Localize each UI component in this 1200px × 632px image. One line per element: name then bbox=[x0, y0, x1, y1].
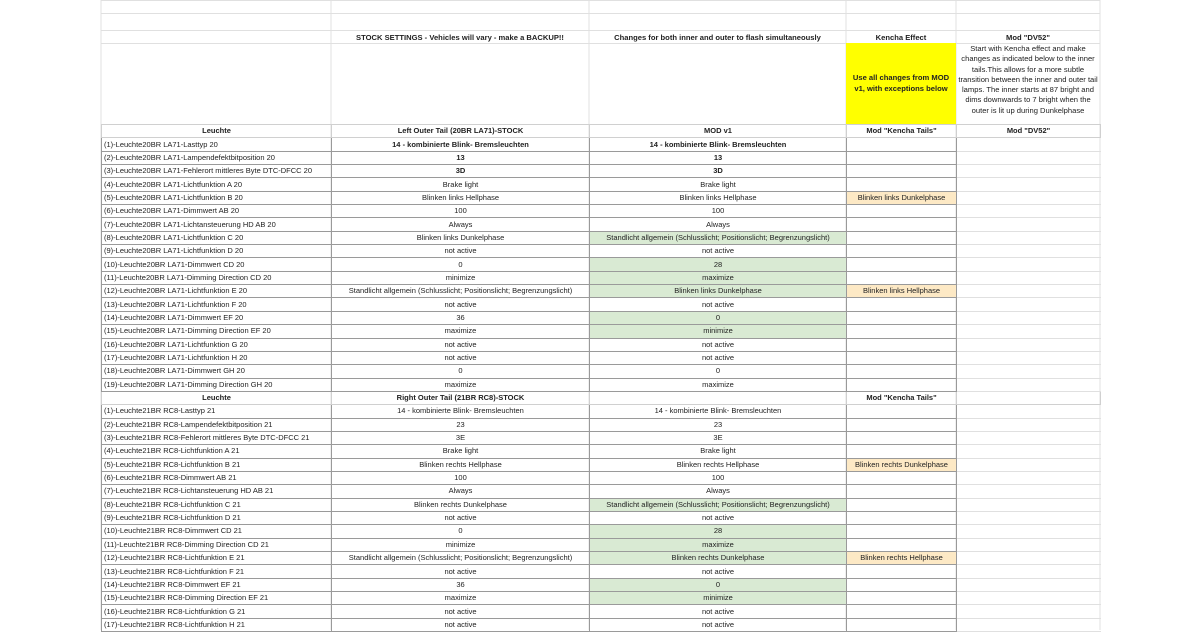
value-cell[interactable]: Standlicht allgemein (Schlusslicht; Positionslicht; Begrenzungslicht) bbox=[332, 285, 590, 298]
table-row bbox=[102, 231, 1101, 244]
table-row bbox=[102, 338, 1101, 351]
empty-cell[interactable] bbox=[957, 365, 1101, 378]
empty-cell[interactable] bbox=[957, 538, 1101, 551]
value-cell[interactable]: 0 bbox=[332, 525, 590, 538]
value-cell[interactable]: 13 bbox=[590, 151, 847, 164]
value-cell[interactable]: maximize bbox=[590, 378, 847, 391]
table-row bbox=[102, 592, 1101, 605]
value-cell[interactable] bbox=[847, 471, 957, 484]
value-cell[interactable] bbox=[847, 445, 957, 458]
row-label-cell[interactable]: (19)-Leuchte20BR LA71-Dimming Direction GH 20 bbox=[102, 378, 332, 391]
value-cell[interactable]: Blinken rechts Hellphase bbox=[847, 552, 957, 565]
section-header-cell[interactable]: MOD v1 bbox=[590, 125, 847, 138]
empty-cell[interactable] bbox=[957, 325, 1101, 338]
value-cell[interactable]: Blinken links Dunkelphase bbox=[847, 191, 957, 204]
row-label-cell[interactable]: (2)-Leuchte21BR RC8-Lampendefektbitposition 21 bbox=[102, 418, 332, 431]
row-label-cell[interactable]: (14)-Leuchte21BR RC8-Dimmwert EF 21 bbox=[102, 578, 332, 591]
value-cell[interactable]: 14 - kombinierte Blink- Bremsleuchten bbox=[332, 138, 590, 151]
value-cell[interactable] bbox=[847, 271, 957, 284]
empty-cell[interactable] bbox=[957, 445, 1101, 458]
value-cell[interactable] bbox=[847, 218, 957, 231]
row-label-cell[interactable]: (13)-Leuchte21BR RC8-Lichtfunktion F 21 bbox=[102, 565, 332, 578]
value-cell[interactable]: not active bbox=[590, 245, 847, 258]
table-row bbox=[102, 178, 1101, 191]
row-label-cell[interactable]: (1)-Leuchte21BR RC8-Lasttyp 21 bbox=[102, 405, 332, 418]
empty-cell[interactable] bbox=[957, 418, 1101, 431]
section-header-cell[interactable]: Leuchte bbox=[102, 391, 332, 404]
value-cell[interactable]: 3E bbox=[590, 431, 847, 444]
value-cell[interactable] bbox=[847, 378, 957, 391]
empty-cell[interactable] bbox=[957, 298, 1101, 311]
value-cell[interactable]: 36 bbox=[332, 578, 590, 591]
empty-cell[interactable] bbox=[957, 471, 1101, 484]
value-cell[interactable]: 14 - kombinierte Blink- Bremsleuchten bbox=[590, 405, 847, 418]
value-cell[interactable]: maximize bbox=[590, 538, 847, 551]
row-label-cell[interactable]: (8)-Leuchte20BR LA71-Lichtfunktion C 20 bbox=[102, 231, 332, 244]
section-header-cell[interactable]: Right Outer Tail (21BR RC8)-STOCK bbox=[332, 391, 590, 404]
section-header-cell[interactable] bbox=[590, 391, 847, 404]
value-cell[interactable]: not active bbox=[590, 298, 847, 311]
row-label-cell[interactable]: (8)-Leuchte21BR RC8-Lichtfunktion C 21 bbox=[102, 498, 332, 511]
value-cell[interactable]: 23 bbox=[332, 418, 590, 431]
value-cell[interactable] bbox=[847, 565, 957, 578]
table-row bbox=[102, 525, 1101, 538]
value-cell[interactable]: 100 bbox=[332, 205, 590, 218]
section-header-row bbox=[102, 391, 1101, 404]
value-cell[interactable] bbox=[847, 178, 957, 191]
value-cell[interactable]: Brake light bbox=[332, 445, 590, 458]
value-cell[interactable] bbox=[847, 538, 957, 551]
header-kencha-effect: Kencha Effect bbox=[875, 33, 927, 42]
section-header-cell[interactable]: Mod "Kencha Tails" bbox=[847, 125, 957, 138]
value-cell[interactable]: Standlicht allgemein (Schlusslicht; Positionslicht; Begrenzungslicht) bbox=[590, 498, 847, 511]
value-cell[interactable]: Standlicht allgemein (Schlusslicht; Positionslicht; Begrenzungslicht) bbox=[332, 552, 590, 565]
section-header-cell[interactable] bbox=[957, 391, 1101, 404]
row-label-cell[interactable]: (7)-Leuchte20BR LA71-Lichtansteuerung HD AB 20 bbox=[102, 218, 332, 231]
value-cell[interactable]: not active bbox=[590, 511, 847, 524]
table-row bbox=[102, 151, 1101, 164]
value-cell[interactable]: 23 bbox=[590, 418, 847, 431]
row-label-cell[interactable]: (14)-Leuchte20BR LA71-Dimmwert EF 20 bbox=[102, 311, 332, 324]
table-row bbox=[102, 565, 1101, 578]
table-row bbox=[102, 258, 1101, 271]
empty-cell[interactable] bbox=[957, 458, 1101, 471]
value-cell[interactable]: Blinken links Hellphase bbox=[332, 191, 590, 204]
value-cell[interactable] bbox=[847, 351, 957, 364]
table-row bbox=[102, 311, 1101, 324]
section-header-cell[interactable]: Leuchte bbox=[102, 125, 332, 138]
table-row bbox=[102, 191, 1101, 204]
row-label-cell[interactable]: (16)-Leuchte21BR RC8-Lichtfunktion G 21 bbox=[102, 605, 332, 618]
value-cell[interactable]: not active bbox=[590, 565, 847, 578]
value-cell[interactable] bbox=[847, 165, 957, 178]
value-cell[interactable] bbox=[847, 498, 957, 511]
row-label-cell[interactable]: (4)-Leuchte20BR LA71-Lichtfunktion A 20 bbox=[102, 178, 332, 191]
table-row bbox=[102, 498, 1101, 511]
empty-cell[interactable] bbox=[957, 565, 1101, 578]
empty-cell[interactable] bbox=[957, 511, 1101, 524]
value-cell[interactable]: Always bbox=[590, 485, 847, 498]
value-cell[interactable] bbox=[847, 578, 957, 591]
value-cell[interactable] bbox=[847, 365, 957, 378]
value-cell[interactable] bbox=[847, 592, 957, 605]
empty-cell[interactable] bbox=[957, 592, 1101, 605]
row-label-cell[interactable]: (17)-Leuchte21BR RC8-Lichtfunktion H 21 bbox=[102, 618, 332, 631]
table-row bbox=[102, 552, 1101, 565]
value-cell[interactable]: maximize bbox=[332, 592, 590, 605]
value-cell[interactable]: 3D bbox=[590, 165, 847, 178]
row-label-cell[interactable]: (4)-Leuchte21BR RC8-Lichtfunktion A 21 bbox=[102, 445, 332, 458]
row-label-cell[interactable]: (12)-Leuchte20BR LA71-Lichtfunktion E 20 bbox=[102, 285, 332, 298]
row-label-cell[interactable]: (7)-Leuchte21BR RC8-Lichtansteuerung HD AB 21 bbox=[102, 485, 332, 498]
value-cell[interactable]: not active bbox=[590, 605, 847, 618]
table-row bbox=[102, 538, 1101, 551]
yellow-note-text: Use all changes from MOD v1, with exceptions below bbox=[852, 73, 950, 93]
row-label-cell[interactable]: (1)-Leuchte20BR LA71-Lasttyp 20 bbox=[102, 138, 332, 151]
value-cell[interactable]: not active bbox=[332, 351, 590, 364]
row-label-cell[interactable]: (15)-Leuchte20BR LA71-Dimming Direction EF 20 bbox=[102, 325, 332, 338]
table-row bbox=[102, 405, 1101, 418]
value-cell[interactable] bbox=[847, 245, 957, 258]
value-cell[interactable]: Standlicht allgemein (Schlusslicht; Positionslicht; Begrenzungslicht) bbox=[590, 231, 847, 244]
value-cell[interactable] bbox=[847, 485, 957, 498]
value-cell[interactable] bbox=[847, 605, 957, 618]
row-label-cell[interactable]: (10)-Leuchte21BR RC8-Dimmwert CD 21 bbox=[102, 525, 332, 538]
empty-cell[interactable] bbox=[957, 338, 1101, 351]
empty-cell[interactable] bbox=[957, 258, 1101, 271]
value-cell[interactable]: Blinken links Hellphase bbox=[590, 191, 847, 204]
value-cell[interactable]: 0 bbox=[590, 311, 847, 324]
row-label-cell[interactable]: (13)-Leuchte20BR LA71-Lichtfunktion F 20 bbox=[102, 298, 332, 311]
value-cell[interactable]: 100 bbox=[332, 471, 590, 484]
value-cell[interactable] bbox=[847, 205, 957, 218]
row-label-cell[interactable]: (16)-Leuchte20BR LA71-Lichtfunktion G 20 bbox=[102, 338, 332, 351]
table-row bbox=[102, 445, 1101, 458]
value-cell[interactable]: Brake light bbox=[590, 178, 847, 191]
table-row bbox=[102, 511, 1101, 524]
empty-cell[interactable] bbox=[957, 205, 1101, 218]
value-cell[interactable] bbox=[847, 418, 957, 431]
table-row bbox=[102, 418, 1101, 431]
empty-cell[interactable] bbox=[957, 231, 1101, 244]
value-cell[interactable] bbox=[847, 138, 957, 151]
empty-cell[interactable] bbox=[957, 351, 1101, 364]
empty-cell[interactable] bbox=[957, 191, 1101, 204]
value-cell[interactable]: 28 bbox=[590, 258, 847, 271]
value-cell[interactable] bbox=[847, 431, 957, 444]
empty-cell[interactable] bbox=[957, 218, 1101, 231]
value-cell[interactable]: not active bbox=[332, 605, 590, 618]
row-label-cell[interactable]: (6)-Leuchte20BR LA71-Dimmwert AB 20 bbox=[102, 205, 332, 218]
table-row bbox=[102, 271, 1101, 284]
value-cell[interactable]: 14 - kombinierte Blink- Bremsleuchten bbox=[590, 138, 847, 151]
value-cell[interactable]: Always bbox=[332, 218, 590, 231]
value-cell[interactable]: Blinken rechts Dunkelphase bbox=[847, 458, 957, 471]
value-cell[interactable]: minimize bbox=[332, 271, 590, 284]
table-row bbox=[102, 431, 1101, 444]
value-cell[interactable]: 13 bbox=[332, 151, 590, 164]
empty-cell[interactable] bbox=[957, 311, 1101, 324]
empty-cell[interactable] bbox=[957, 578, 1101, 591]
value-cell[interactable]: Blinken rechts Dunkelphase bbox=[332, 498, 590, 511]
value-cell[interactable]: Brake light bbox=[332, 178, 590, 191]
value-cell[interactable] bbox=[847, 311, 957, 324]
header-mod-dv52: Mod "DV52" bbox=[1006, 33, 1050, 42]
empty-cell[interactable] bbox=[957, 405, 1101, 418]
header-changes: Changes for both inner and outer to flash simultaneously bbox=[614, 33, 821, 42]
value-cell[interactable]: 28 bbox=[590, 525, 847, 538]
value-cell[interactable] bbox=[847, 338, 957, 351]
settings-table bbox=[101, 124, 1101, 632]
empty-cell[interactable] bbox=[957, 151, 1101, 164]
value-cell[interactable]: 3D bbox=[332, 165, 590, 178]
value-cell[interactable]: Brake light bbox=[590, 445, 847, 458]
row-label-cell[interactable]: (10)-Leuchte20BR LA71-Dimmwert CD 20 bbox=[102, 258, 332, 271]
row-label-cell[interactable]: (12)-Leuchte21BR RC8-Lichtfunktion E 21 bbox=[102, 552, 332, 565]
value-cell[interactable]: Blinken rechts Dunkelphase bbox=[590, 552, 847, 565]
table-row bbox=[102, 245, 1101, 258]
value-cell[interactable]: not active bbox=[590, 618, 847, 631]
section-header-cell[interactable]: Mod "DV52" bbox=[957, 125, 1101, 138]
value-cell[interactable] bbox=[847, 325, 957, 338]
value-cell[interactable]: Always bbox=[332, 485, 590, 498]
table-row bbox=[102, 138, 1101, 151]
row-label-cell[interactable]: (15)-Leuchte21BR RC8-Dimming Direction EF 21 bbox=[102, 592, 332, 605]
value-cell[interactable]: 100 bbox=[590, 205, 847, 218]
row-label-cell[interactable]: (9)-Leuchte20BR LA71-Lichtfunktion D 20 bbox=[102, 245, 332, 258]
section-header-cell[interactable]: Left Outer Tail (20BR LA71)-STOCK bbox=[332, 125, 590, 138]
section-header-row bbox=[102, 125, 1101, 138]
row-label-cell[interactable]: (5)-Leuchte20BR LA71-Lichtfunktion B 20 bbox=[102, 191, 332, 204]
value-cell[interactable]: Blinken links Dunkelphase bbox=[590, 285, 847, 298]
value-cell[interactable]: minimize bbox=[590, 325, 847, 338]
value-cell[interactable]: not active bbox=[332, 565, 590, 578]
table-row bbox=[102, 218, 1101, 231]
value-cell[interactable]: not active bbox=[590, 338, 847, 351]
table-row bbox=[102, 205, 1101, 218]
empty-cell[interactable] bbox=[957, 605, 1101, 618]
value-cell[interactable]: not active bbox=[590, 351, 847, 364]
value-cell[interactable] bbox=[847, 511, 957, 524]
empty-cell[interactable] bbox=[957, 431, 1101, 444]
value-cell[interactable]: 0 bbox=[332, 258, 590, 271]
dv52-note[interactable]: Start with Kencha effect and make changes as indicated below to the inner tails.This allows for a more subtle transition between the inner and outer tail lamps. The inner starts at 87 bright and dims downwards to 7 bright when the outer is lit up during Dunkelphase bbox=[958, 44, 1098, 115]
row-label-cell[interactable]: (6)-Leuchte21BR RC8-Dimmwert AB 21 bbox=[102, 471, 332, 484]
value-cell[interactable]: Blinken rechts Hellphase bbox=[332, 458, 590, 471]
header-stock-settings: STOCK SETTINGS - Vehicles will vary - make a BACKUP!! bbox=[356, 33, 564, 42]
value-cell[interactable] bbox=[847, 258, 957, 271]
value-cell[interactable]: Blinken rechts Hellphase bbox=[590, 458, 847, 471]
row-label-cell[interactable]: (9)-Leuchte21BR RC8-Lichtfunktion D 21 bbox=[102, 511, 332, 524]
value-cell[interactable] bbox=[847, 151, 957, 164]
value-cell[interactable] bbox=[847, 298, 957, 311]
value-cell[interactable]: maximize bbox=[590, 271, 847, 284]
empty-cell[interactable] bbox=[957, 552, 1101, 565]
row-label-cell[interactable]: (18)-Leuchte20BR LA71-Dimmwert GH 20 bbox=[102, 365, 332, 378]
table-row bbox=[102, 578, 1101, 591]
empty-cell[interactable] bbox=[957, 178, 1101, 191]
value-cell[interactable] bbox=[847, 525, 957, 538]
value-cell[interactable]: 36 bbox=[332, 311, 590, 324]
row-label-cell[interactable]: (17)-Leuchte20BR LA71-Lichtfunktion H 20 bbox=[102, 351, 332, 364]
table-row bbox=[102, 458, 1101, 471]
value-cell[interactable]: not active bbox=[332, 338, 590, 351]
value-cell[interactable]: 0 bbox=[590, 365, 847, 378]
value-cell[interactable]: 100 bbox=[590, 471, 847, 484]
empty-cell[interactable] bbox=[957, 245, 1101, 258]
value-cell[interactable]: 0 bbox=[590, 578, 847, 591]
table-row bbox=[102, 485, 1101, 498]
value-cell[interactable]: not active bbox=[332, 618, 590, 631]
value-cell[interactable] bbox=[847, 405, 957, 418]
value-cell[interactable]: 14 - kombinierte Blink- Bremsleuchten bbox=[332, 405, 590, 418]
value-cell[interactable]: minimize bbox=[590, 592, 847, 605]
empty-cell[interactable] bbox=[957, 525, 1101, 538]
empty-cell[interactable] bbox=[957, 498, 1101, 511]
value-cell[interactable]: Blinken links Dunkelphase bbox=[332, 231, 590, 244]
table-row bbox=[102, 378, 1101, 391]
value-cell[interactable]: not active bbox=[332, 511, 590, 524]
table-row bbox=[102, 165, 1101, 178]
value-cell[interactable]: 3E bbox=[332, 431, 590, 444]
row-label-cell[interactable]: (11)-Leuchte20BR LA71-Dimming Direction CD 20 bbox=[102, 271, 332, 284]
value-cell[interactable]: 0 bbox=[332, 365, 590, 378]
value-cell[interactable] bbox=[847, 231, 957, 244]
table-row bbox=[102, 351, 1101, 364]
value-cell[interactable]: not active bbox=[332, 298, 590, 311]
empty-cell[interactable] bbox=[957, 165, 1101, 178]
table-row bbox=[102, 605, 1101, 618]
empty-cell[interactable] bbox=[957, 285, 1101, 298]
value-cell[interactable]: Blinken links Hellphase bbox=[847, 285, 957, 298]
table-row bbox=[102, 325, 1101, 338]
table-row bbox=[102, 365, 1101, 378]
row-label-cell[interactable]: (5)-Leuchte21BR RC8-Lichtfunktion B 21 bbox=[102, 458, 332, 471]
value-cell[interactable]: maximize bbox=[332, 325, 590, 338]
empty-cell[interactable] bbox=[957, 378, 1101, 391]
section-header-cell[interactable]: Mod "Kencha Tails" bbox=[847, 391, 957, 404]
value-cell[interactable]: maximize bbox=[332, 378, 590, 391]
empty-cell[interactable] bbox=[957, 138, 1101, 151]
table-row bbox=[102, 471, 1101, 484]
row-label-cell[interactable]: (11)-Leuchte21BR RC8-Dimming Direction CD 21 bbox=[102, 538, 332, 551]
value-cell[interactable]: not active bbox=[332, 245, 590, 258]
empty-cell[interactable] bbox=[957, 485, 1101, 498]
row-label-cell[interactable]: (3)-Leuchte20BR LA71-Fehlerort mittleres Byte DTC-DFCC 20 bbox=[102, 165, 332, 178]
table-row bbox=[102, 298, 1101, 311]
empty-cell[interactable] bbox=[957, 271, 1101, 284]
table-row bbox=[102, 285, 1101, 298]
yellow-note-cell[interactable] bbox=[846, 43, 956, 124]
value-cell[interactable]: minimize bbox=[332, 538, 590, 551]
row-label-cell[interactable]: (3)-Leuchte21BR RC8-Fehlerort mittleres Byte DTC-DFCC 21 bbox=[102, 431, 332, 444]
value-cell[interactable]: Always bbox=[590, 218, 847, 231]
row-label-cell[interactable]: (2)-Leuchte20BR LA71-Lampendefektbitposition 20 bbox=[102, 151, 332, 164]
